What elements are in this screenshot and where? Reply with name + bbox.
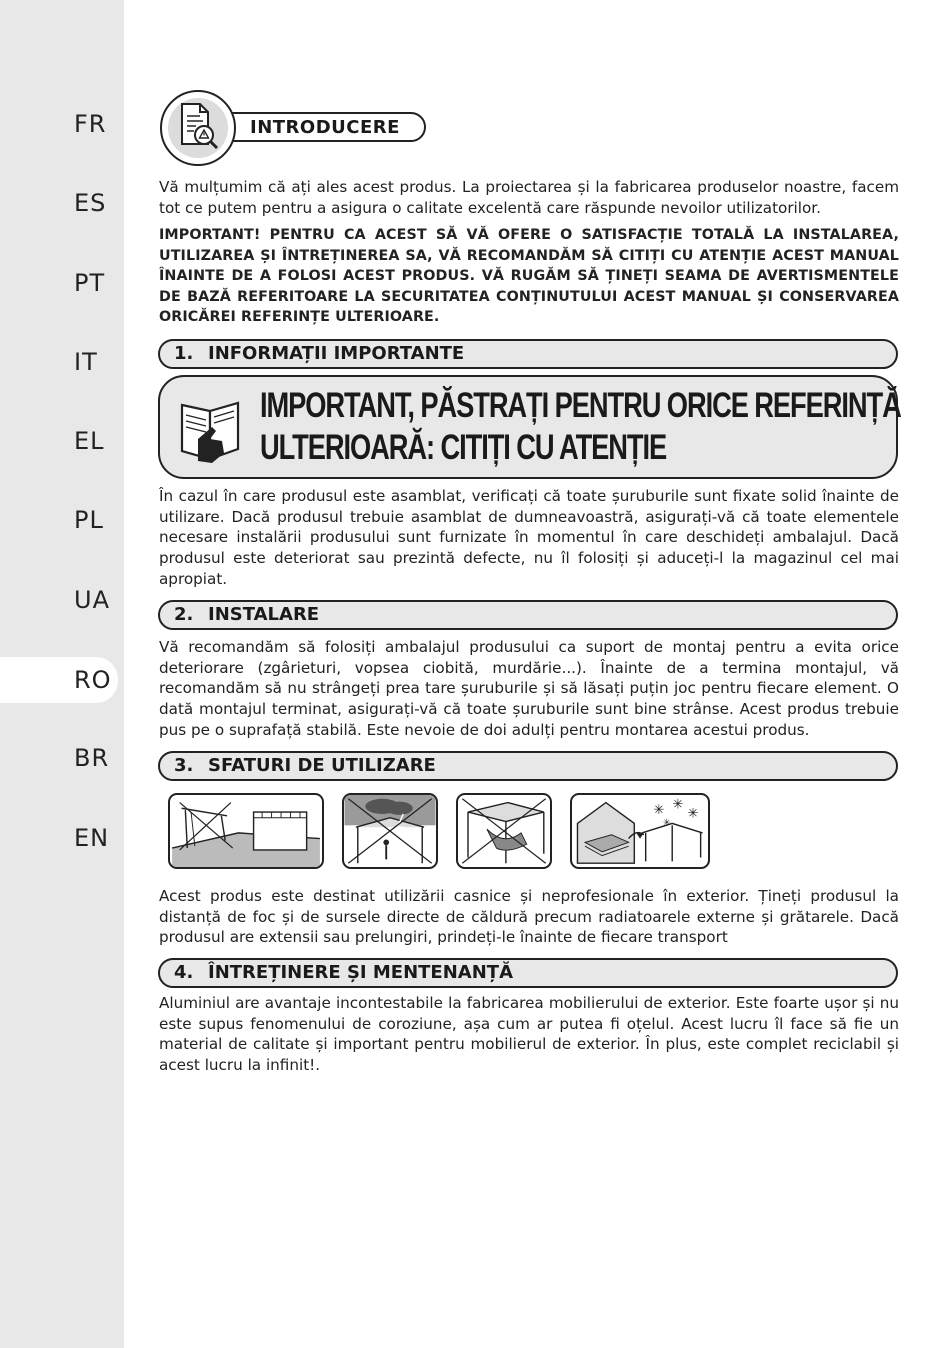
lang-tab-es[interactable]: ES xyxy=(74,189,107,217)
lang-tab-it[interactable]: IT xyxy=(74,348,98,376)
no-storm-pictogram xyxy=(342,793,438,869)
section-2-text: Vă recomandăm să folosiți ambalajul produsului ca suport de montaj pentru a evita orice deteriorare (zgârieturi, vopsea ciobită, murdărie...). Înainte de a termina montajul, vă recomandăm să nu strângeți prea tare șuruburile și să lăsați puțin joc pentru fiecare element. O dată montajul terminat, asigurați-vă că toate șuruburile sunt bine strânse. Acest produs trebuie pus pe o suprafață stabilă. Este nevoie de doi adulți pentru montarea acestui produs. xyxy=(159,638,899,739)
lang-tab-ro[interactable]: RO xyxy=(0,657,118,703)
svg-text:✳: ✳ xyxy=(653,802,665,818)
winter-storage-pictogram xyxy=(570,793,710,869)
lang-tab-fr[interactable]: FR xyxy=(74,110,107,138)
lang-tab-en[interactable]: EN xyxy=(74,824,110,852)
important-banner-title: IMPORTANT, PĂSTRAȚI PENTRU ORICE REFERINȚĂ ULTERIOARĂ: CITIȚI CU ATENȚIE xyxy=(260,386,901,467)
section-1-text: În cazul în care produsul este asamblat, verificați că toate șuruburile sunt fixate solid înainte de utilizare. Dacă produsul trebuie asamblat de dumneavoastră, asigurați-vă că toate elementele necesare instalării produsului sunt furnizate în momentul în care deschideți ambalajul. Dacă produsul este deteriorat sau prezintă defecte, nu îl folosiți și aduceți-l la magazinul cel mai apropiat. xyxy=(159,487,899,588)
intro-title: INTRODUCERE xyxy=(204,112,426,142)
intro-important: IMPORTANT! PENTRU CA ACEST SĂ VĂ OFERE O SATISFACȚIE TOTALĂ LA INSTALAREA, UTILIZAREA ȘI ÎNTREȚINEREA SA, VĂ RECOMANDĂM SĂ CITIȚI CU ATENȚIE ACEST MANUAL ÎNAINTE DE A FOLOSI ACEST PRODUS. VĂ RUGĂM SĂ ȚINEȚI SEAMA DE AVERTISMENTELE DE BAZĂ REFERITOARE LA SECURITATEA CONȚINUTULUI ACEST MANUAL ȘI CONSERVAREA ORICĂREI REFERINȚE ULTERIOARE. xyxy=(159,227,899,326)
no-slope-pictogram xyxy=(168,793,324,869)
section-3-header xyxy=(158,751,898,781)
lang-tab-pl[interactable]: PL xyxy=(74,506,104,534)
section-3-title: SFATURI DE UTILIZARE xyxy=(208,755,436,776)
language-sidebar xyxy=(0,0,124,1348)
svg-text:✳: ✳ xyxy=(662,817,671,829)
section-2-number: 2. xyxy=(174,604,194,625)
intro-paragraph: Vă mulțumim că ați ales acest produs. La proiectarea și la fabricarea produselor noastre, facem tot ce putem pentru a asigura o calitate excelentă care răspunde nevoilor utilizatorilor. xyxy=(159,178,899,217)
section-1-title: INFORMAȚII IMPORTANTE xyxy=(208,343,465,364)
lang-tab-ua[interactable]: UA xyxy=(74,586,110,614)
section-4-header xyxy=(158,958,898,988)
section-2-header xyxy=(158,600,898,630)
svg-text:✳: ✳ xyxy=(672,797,684,813)
document-warning-icon xyxy=(160,90,236,166)
section-2-title: INSTALARE xyxy=(208,604,320,625)
section-3-text: Acest produs este destinat utilizării casnice și neprofesionale în exterior. Țineți produsul la distanță de foc și de sursele directe de căldură precum radiatoarele externe și grătarele. Dacă produsul are extensii sau prelungiri, prindeți-le înainte de fiecare transport xyxy=(159,887,899,947)
section-4-title: ÎNTREȚINERE ȘI MENTENANȚĂ xyxy=(208,962,513,983)
lang-tab-br[interactable]: BR xyxy=(74,744,110,772)
important-banner xyxy=(158,375,901,479)
section-3-number: 3. xyxy=(174,755,194,776)
section-4-text: Aluminiul are avantaje incontestabile la fabricarea mobilierului de exterior. Este foarte ușor și nu este supus fenomenului de coroziune, așa cum ar putea fi oțelul. Acest lucru îl face să fie un material de calitate și important pentru mobilierul de exterior. În plus, este complet reciclabil și acest lucru la infinit!. xyxy=(159,994,899,1075)
lang-tab-pt[interactable]: PT xyxy=(74,269,106,297)
section-1-header xyxy=(158,339,898,369)
section-1-number: 1. xyxy=(174,343,194,364)
section-4-number: 4. xyxy=(174,962,194,983)
lang-tab-el[interactable]: EL xyxy=(74,427,105,455)
read-manual-icon xyxy=(176,391,248,467)
intro-header xyxy=(160,90,430,166)
no-hanging-pictogram xyxy=(456,793,552,869)
svg-text:✳: ✳ xyxy=(687,806,699,822)
